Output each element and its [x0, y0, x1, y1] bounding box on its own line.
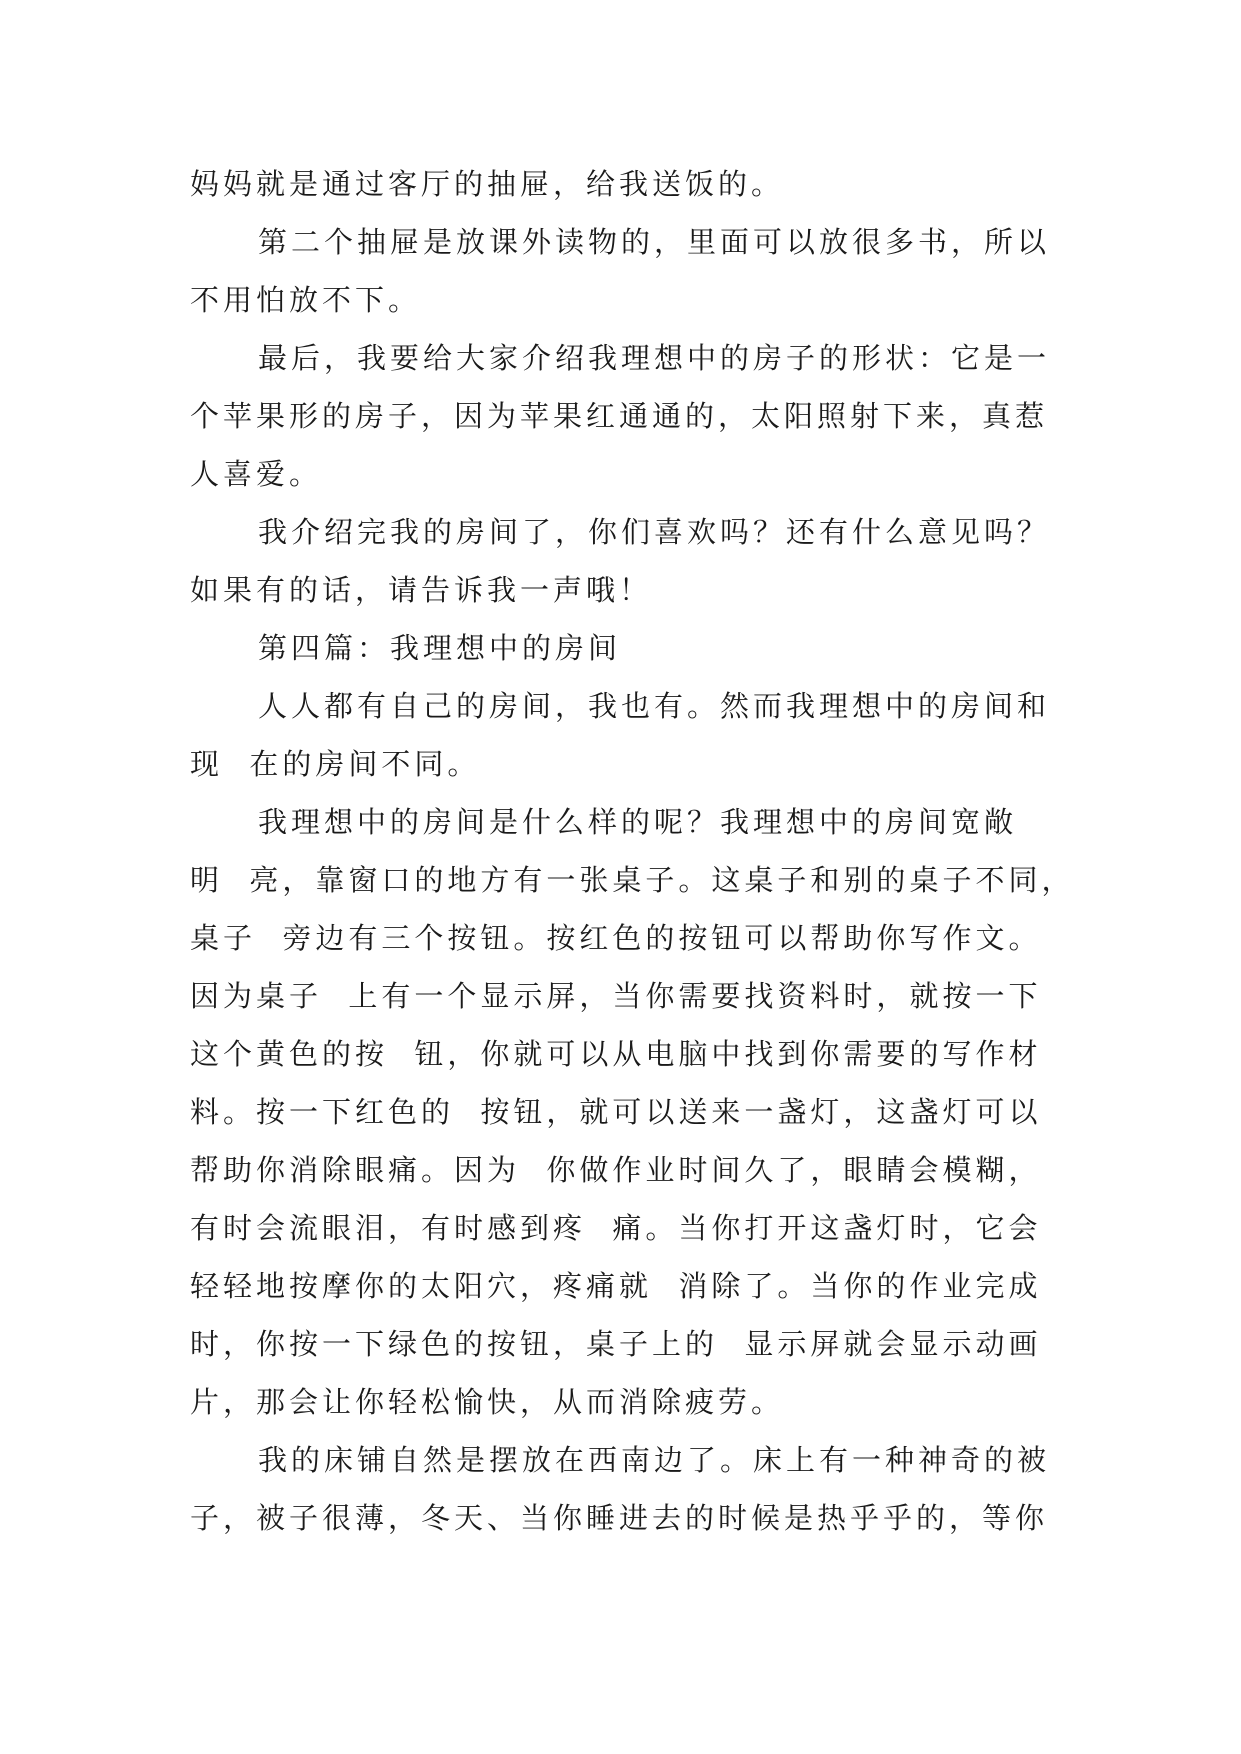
text-line: 片，那会让你轻松愉快，从而消除疲劳。: [190, 1385, 785, 1419]
text-line: 明 亮，靠窗口的地方有一张桌子。这桌子和别的桌子不同，: [190, 863, 1075, 897]
text-line: 桌子 旁边有三个按钮。按红色的按钮可以帮助你写作文。: [190, 921, 1042, 955]
text-line: 时，你按一下绿色的按钮，桌子上的 显示屏就会显示动画: [190, 1327, 1042, 1361]
text-line: 我介绍完我的房间了，你们喜欢吗？还有什么意见吗？: [258, 515, 1051, 549]
text-line: 第二个抽屉是放课外读物的，里面可以放很多书，所以: [258, 225, 1051, 259]
text-line: 如果有的话，请告诉我一声哦！: [190, 573, 653, 607]
document-body: [190, 155, 1075, 1547]
text-line: 不用怕放不下。: [190, 283, 422, 317]
text-line: 我理想中的房间是什么样的呢？我理想中的房间宽敞: [258, 805, 1018, 839]
text-line: 料。按一下红色的 按钮，就可以送来一盏灯，这盏灯可以: [190, 1095, 1042, 1129]
text-line: 人喜爱。: [190, 457, 323, 491]
text-line: 现 在的房间不同。: [190, 747, 481, 781]
text-line: 这个黄色的按 钮，你就可以从电脑中找到你需要的写作材: [190, 1037, 1042, 1071]
text-line: 帮助你消除眼痛。因为 你做作业时间久了，眼睛会模糊，: [190, 1153, 1042, 1187]
text-line: 我的床铺自然是摆放在西南边了。床上有一种神奇的被: [258, 1443, 1051, 1477]
text-line: 个苹果形的房子，因为苹果红通通的，太阳照射下来，真惹: [190, 399, 1049, 433]
text-line: 最后，我要给大家介绍我理想中的房子的形状：它是一: [258, 341, 1051, 375]
text-line: 人人都有自己的房间，我也有。然而我理想中的房间和: [258, 689, 1051, 723]
text-line: 子，被子很薄，冬天、当你睡进去的时候是热乎乎的，等你: [190, 1501, 1049, 1535]
text-line: 因为桌子 上有一个显示屏，当你需要找资料时，就按一下: [190, 979, 1042, 1013]
section-heading: 第四篇：我理想中的房间: [258, 631, 622, 665]
text-line: 轻轻地按摩你的太阳穴，疼痛就 消除了。当你的作业完成: [190, 1269, 1042, 1303]
text-line: 有时会流眼泪，有时感到疼 痛。当你打开这盏灯时，它会: [190, 1211, 1042, 1245]
text-line: 妈妈就是通过客厅的抽屉，给我送饭的。: [190, 167, 785, 201]
